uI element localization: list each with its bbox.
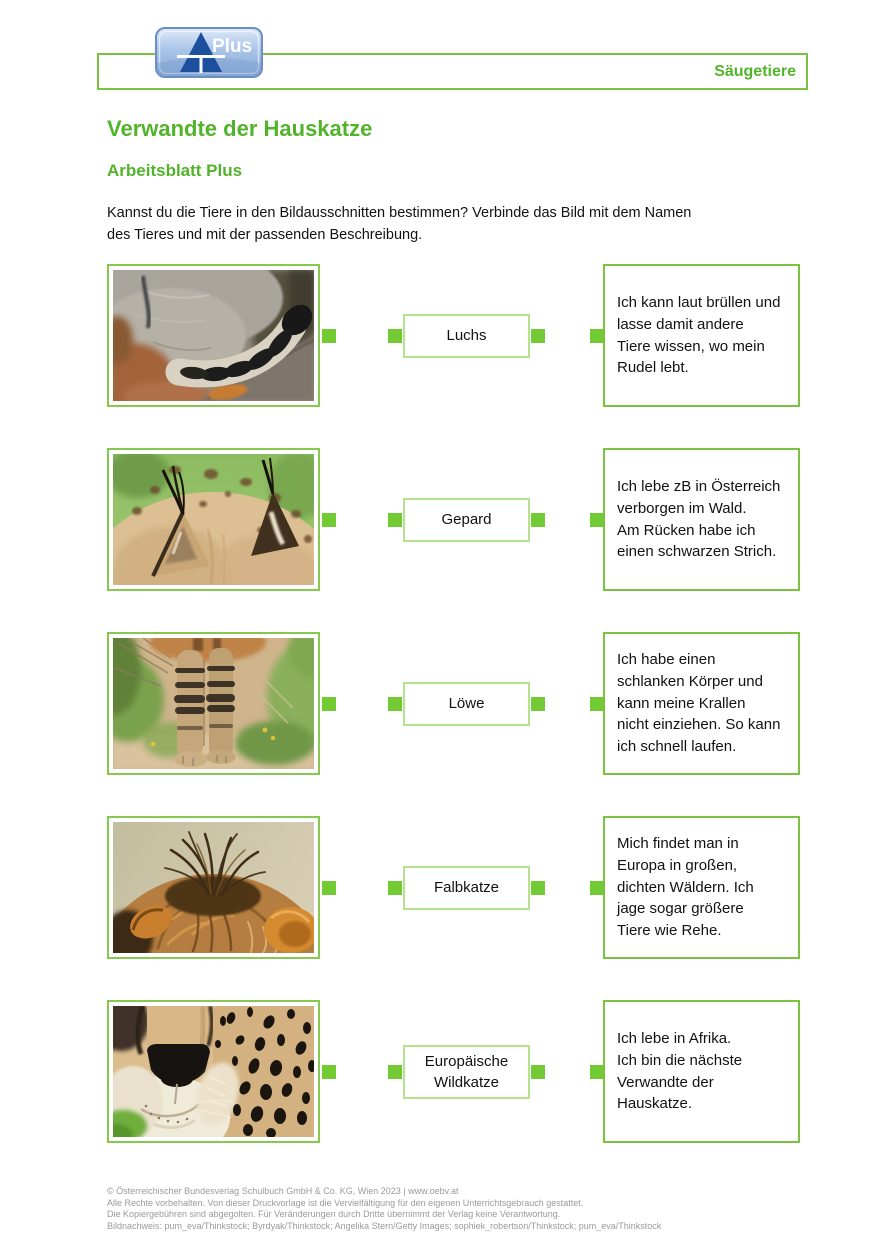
row2-name-left-connector[interactable] [388,513,402,527]
row5-image-connector[interactable] [322,1065,336,1079]
row3-description-box: Ich habe einen schlanken Körper und kann meine Krallen nicht einziehen. So kann ich schnell laufen. [603,632,800,775]
row2-name-right-connector[interactable] [531,513,545,527]
row4-description-box: Mich findet man in Europa in großen, dichten Wäldern. Ich jage sogar größere Tiere wie Rehe. [603,816,800,959]
row1-name-left-connector[interactable] [388,329,402,343]
oebv-plus-logo [155,27,263,78]
chapter-badge: Säugetiere [714,62,796,80]
row4-description-connector[interactable] [590,881,604,895]
logo-text: Plus [212,36,253,57]
row2-image-connector[interactable] [322,513,336,527]
page-subtitle: Arbeitsblatt Plus [107,161,243,180]
row3-name-right-connector[interactable] [531,697,545,711]
match-row-2 [107,448,800,591]
row1-image-connector[interactable] [322,329,336,343]
row3-description-connector[interactable] [590,697,604,711]
match-row-4 [107,816,800,959]
imprint-footer: © Österreichischer Bundesverlag Schulbuch GmbH & Co. KG, Wien 2023 | www.oebv.at Alle Rechte vorbehalten. Von dieser Druckvorlage ist die Vervielfältigung für den eigenen Unterrichtsgebrauch gestattet. Die Kopiergebühren sind abgegolten. Für Veränderungen durch Dritte übernimmt der Verlag keine Verantwortung. Bildnachweis: pum_eva/Thinkstock; Byrdyak/Thinkstock; Angelika Stern/Getty Images; sophiek_robertson/Thinkstock; pum_eva/Thinkstock [107,1186,662,1231]
row3-name-left-connector[interactable] [388,697,402,711]
row2-name-box: Gepard [403,498,530,542]
page-title: Verwandte der Hauskatze [107,116,373,141]
photo-cheetah-face [107,1000,320,1143]
row4-name-box: Falbkatze [403,866,530,910]
row1-description-connector[interactable] [590,329,604,343]
row5-name-box: Europäische Wildkatze [403,1045,530,1099]
matching-exercise [107,264,800,1184]
photo-cat-legs [107,632,320,775]
row2-description-connector[interactable] [590,513,604,527]
row1-name-right-connector[interactable] [531,329,545,343]
match-row-5 [107,1000,800,1143]
task-instructions: Kannst du die Tiere in den Bildausschnitten bestimmen? Verbinde das Bild mit dem Namen des Tieres und mit der passenden Beschreibung. [107,205,692,243]
row1-name-box: Luchs [403,314,530,358]
match-row-3 [107,632,800,775]
row3-name-box: Löwe [403,682,530,726]
photo-lion-mane [107,816,320,959]
row5-name-right-connector[interactable] [531,1065,545,1079]
row5-name-left-connector[interactable] [388,1065,402,1079]
row1-description-box: Ich kann laut brüllen und lasse damit andere Tiere wissen, wo mein Rudel lebt. [603,264,800,407]
match-row-1 [107,264,800,407]
row4-name-right-connector[interactable] [531,881,545,895]
row4-name-left-connector[interactable] [388,881,402,895]
photo-lynx-ears [107,448,320,591]
row5-description-connector[interactable] [590,1065,604,1079]
row4-image-connector[interactable] [322,881,336,895]
row2-description-box: Ich lebe zB in Österreich verborgen im Wald. Am Rücken habe ich einen schwarzen Strich. [603,448,800,591]
photo-striped-tail [107,264,320,407]
row5-description-box: Ich lebe in Afrika. Ich bin die nächste Verwandte der Hauskatze. [603,1000,800,1143]
row3-image-connector[interactable] [322,697,336,711]
